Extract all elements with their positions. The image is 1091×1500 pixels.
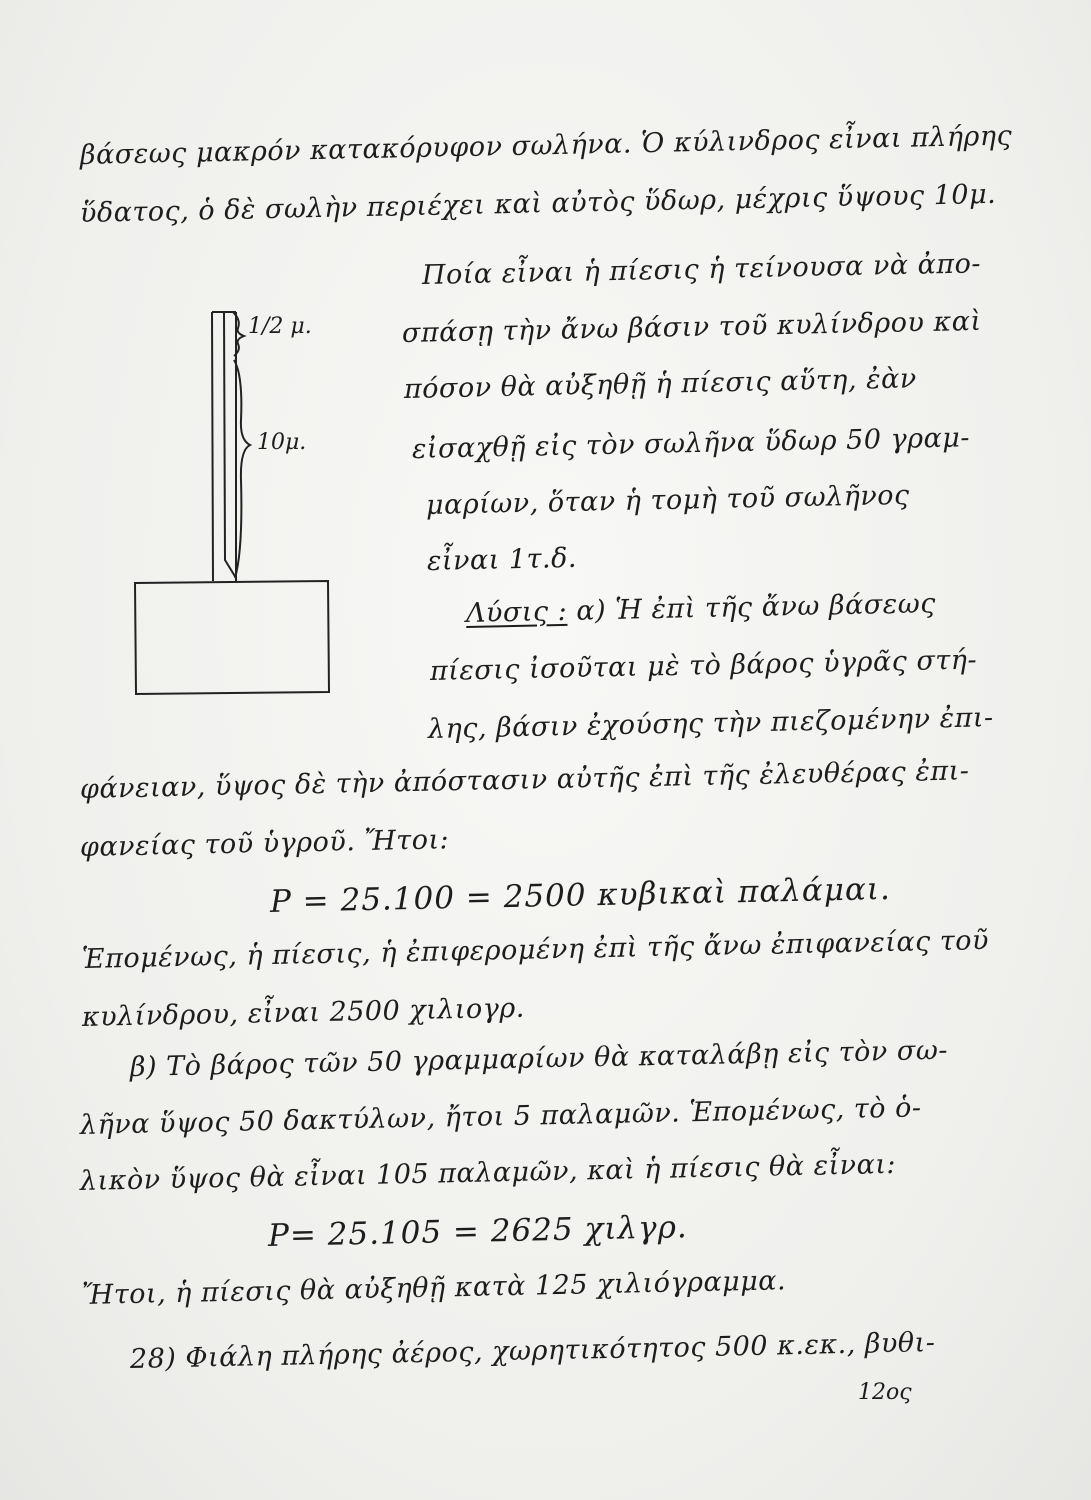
text-line-6: εἰσαχθῇ εἰς τὸν σωλῆνα ὕδωρ 50 γραμ- [411, 422, 971, 465]
text-line-21: Ἤτοι, ἡ πίεσις θὰ αὐξηθῇ κατὰ 125 χιλιόγραμμα. [81, 1265, 787, 1311]
figure-label-half-meter: 1/2 μ. [248, 314, 312, 339]
page-number: 12ος [858, 1380, 912, 1405]
text-line-10: πίεσις ἰσοῦται μὲ τὸ βάρος ὑγρᾶς στή- [429, 644, 978, 687]
solution-heading: Λύσις : [465, 595, 568, 629]
text-line-11: λης, βάσιν ἐχούσης τὴν πιεζομένην ἐπι- [427, 702, 994, 745]
text-line-1: βάσεως μακρόν κατακόρυφον σωλήνα. Ὁ κύλινδρος εἶναι πλήρης [79, 120, 1013, 171]
text-line-18: λῆνα ὕψος 50 δακτύλων, ἤτοι 5 παλαμῶν. Ἑπομένως, τὸ ὁ- [79, 1092, 922, 1141]
text-line-7: μαρίων, ὅταν ἡ τομὴ τοῦ σωλῆνος [425, 479, 910, 521]
text-line-13: φανείας τοῦ ὑγροῦ. Ἤτοι: [79, 824, 450, 863]
text-line-5: πόσον θὰ αὐξηθῇ ἡ πίεσις αὕτη, ἐὰν [403, 363, 918, 405]
text-line-2: ὕδατος, ὁ δὲ σωλὴν περιέχει καὶ αὐτὸς ὕδωρ, μέχρις ὕψους 10μ. [79, 178, 997, 229]
figure-label-ten-meter: 10μ. [257, 430, 307, 455]
solution-part-a: α) Ἡ ἐπὶ τῆς ἄνω βάσεως [575, 588, 937, 627]
text-line-16: κυλίνδρου, εἶναι 2500 χιλιογρ. [81, 992, 526, 1033]
bracket-half-meter [233, 312, 244, 356]
text-line-3: Ποία εἶναι ἡ πίεσις ἡ τείνουσα νὰ ἀπο- [421, 248, 982, 291]
text-line-22: 28) Φιάλη πλήρης ἀέρος, χωρητικότητος 500 κ.εκ., βυθι- [129, 1327, 936, 1375]
text-line-19: λικὸν ὕψος θὰ εἶναι 105 παλαμῶν, καὶ ἡ πίεσις θὰ εἶναι: [79, 1148, 897, 1197]
text-line-4: σπάσῃ τὴν ἄνω βάσιν τοῦ κυλίνδρου καὶ [401, 305, 982, 349]
text-line-12: φάνειαν, ὕψος δὲ τὴν ἀπόστασιν αὐτῆς ἐπὶ τῆς ἐλευθέρας ἐπι- [79, 755, 970, 805]
tube-left-wall [212, 312, 213, 581]
cylinder-shape [135, 581, 329, 694]
text-line-15: Ἑπομένως, ἡ πίεσις, ἡ ἐπιφερομένη ἐπὶ τῆς ἄνω ἐπιφανείας τοῦ [81, 925, 990, 975]
text-line-8: εἶναι 1τ.δ. [426, 542, 578, 577]
formula-pressure-1: P = 25.100 = 2500 κυβικαὶ παλάμαι. [269, 870, 892, 920]
text-line-17: β) Τὸ βάρος τῶν 50 γραμμαρίων θὰ καταλάβῃ εἰς τὸν σω- [129, 1034, 949, 1083]
water-level-line [224, 312, 236, 578]
formula-pressure-2: P= 25.105 = 2625 χιλγρ. [267, 1209, 689, 1254]
